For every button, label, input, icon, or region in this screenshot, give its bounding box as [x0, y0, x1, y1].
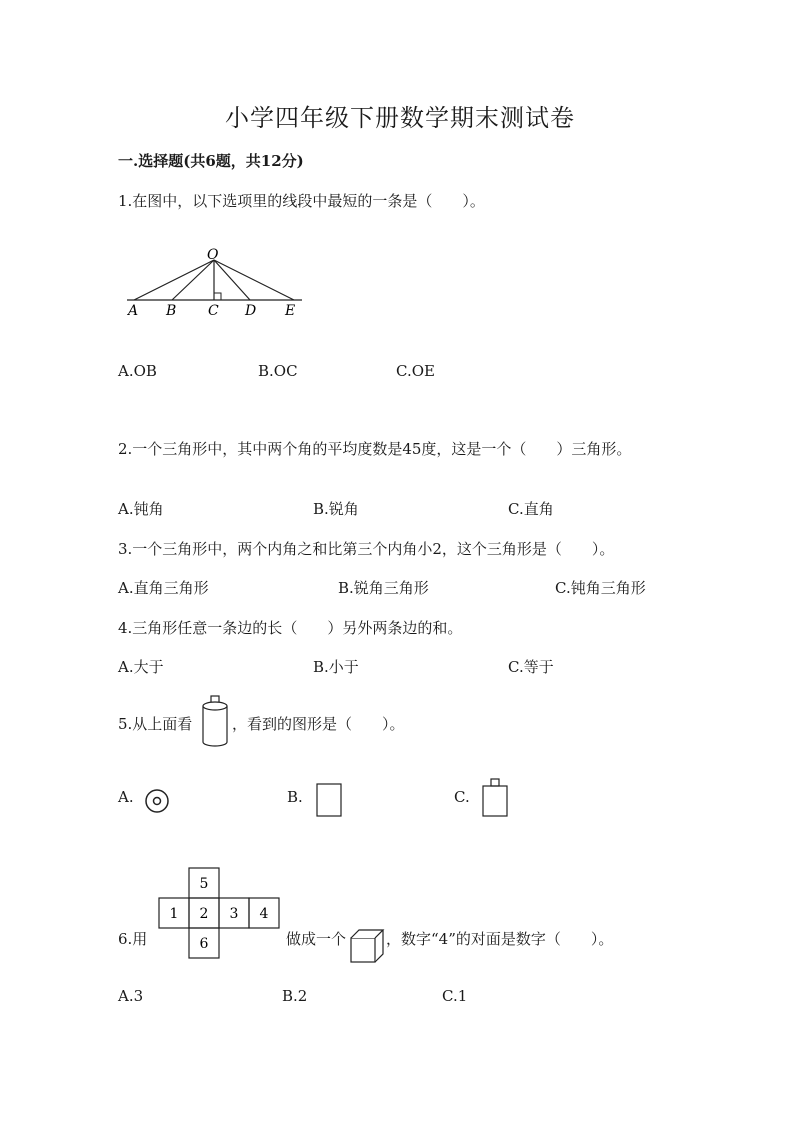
question-1-option-a[interactable]: A.OB: [118, 362, 157, 380]
label-e: E: [285, 303, 296, 319]
question-2-option-b[interactable]: B.锐角: [313, 500, 359, 518]
question-1-option-b[interactable]: B.OC: [258, 362, 298, 380]
label-b: B: [166, 303, 177, 319]
segment-ob: [172, 260, 214, 300]
question-3-option-b[interactable]: B.锐角三角形: [338, 579, 429, 597]
section-heading: 一.选择题(共6题，共12分): [118, 152, 304, 170]
label-c: C: [208, 303, 219, 319]
label-d: D: [245, 303, 257, 319]
question-2-option-a[interactable]: A.钝角: [118, 500, 164, 518]
question-6-option-a[interactable]: A.3: [118, 987, 144, 1005]
question-3-option-c[interactable]: C.钝角三角形: [555, 579, 646, 597]
question-1-option-c[interactable]: C.OE: [396, 362, 435, 380]
label-o: O: [207, 247, 219, 263]
right-angle-mark: [214, 293, 221, 300]
question-5-option-a[interactable]: A.: [118, 788, 134, 806]
segment-oe: [214, 260, 294, 300]
label-a: A: [128, 303, 139, 319]
question-4-option-c[interactable]: C.等于: [508, 658, 554, 676]
question-1-figure: [122, 245, 332, 325]
rectangle-icon: [315, 782, 345, 822]
net-face-1: 1: [169, 906, 179, 922]
cylinder-icon: [200, 694, 236, 750]
question-2-text: 2.一个三角形中，其中两个角的平均度数是45度，这是一个（ ）三角形。: [118, 440, 632, 458]
rectangle-with-tab-icon: [481, 777, 511, 821]
question-4-option-b[interactable]: B.小于: [313, 658, 359, 676]
cube-icon: [349, 928, 385, 964]
question-5-option-b[interactable]: B.: [287, 788, 303, 806]
question-1-text: 1.在图中，以下选项里的线段中最短的一条是（ ）。: [118, 192, 485, 210]
net-face-2: 2: [199, 906, 209, 922]
question-5-option-c[interactable]: C.: [454, 788, 470, 806]
page-title: 小学四年级下册数学期末测试卷: [225, 104, 575, 132]
question-6-text-before: 6.用: [118, 930, 148, 948]
net-face-bottom: 6: [199, 936, 209, 952]
question-6-text-middle: 做成一个: [286, 930, 347, 948]
net-face-3: 3: [229, 906, 239, 922]
question-6-option-c[interactable]: C.1: [442, 987, 468, 1005]
segment-oa: [134, 260, 214, 300]
question-3-option-a[interactable]: A.直角三角形: [118, 579, 209, 597]
question-4-option-a[interactable]: A.大于: [118, 658, 164, 676]
question-5-text-after: ，看到的图形是（ ）。: [232, 715, 405, 733]
question-6-option-b[interactable]: B.2: [282, 987, 308, 1005]
question-2-option-c[interactable]: C.直角: [508, 500, 554, 518]
net-face-top: 5: [199, 876, 209, 892]
segment-od: [214, 260, 250, 300]
cube-net-diagram: [158, 866, 288, 960]
question-6-text-after: ，数字“4”的对面是数字（ ）。: [386, 930, 614, 948]
circle-with-dot-icon: [143, 787, 173, 817]
question-3-text: 3.一个三角形中，两个内角之和比第三个内角小2，这个三角形是（ ）。: [118, 540, 615, 558]
net-face-4: 4: [259, 906, 269, 922]
question-5-text-before: 5.从上面看: [118, 715, 193, 733]
question-4-text: 4.三角形任意一条边的长（ ）另外两条边的和。: [118, 619, 463, 637]
